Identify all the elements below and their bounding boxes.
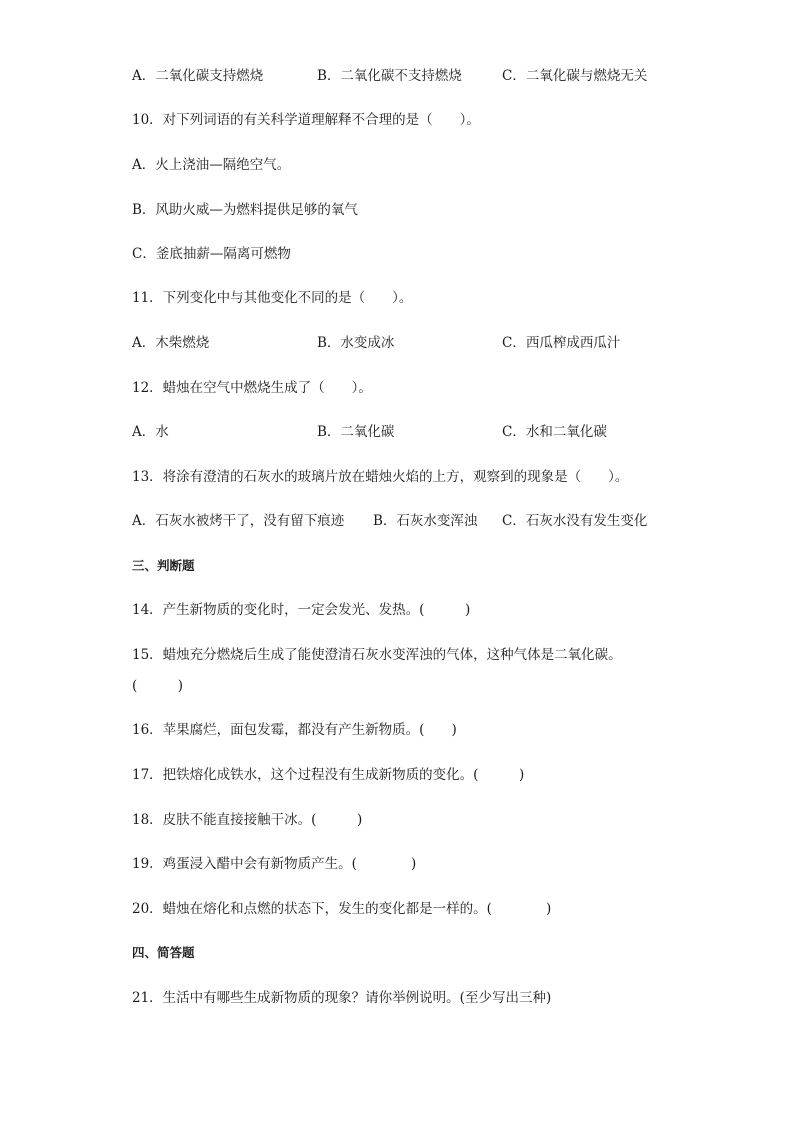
q15-line-2: ( ) xyxy=(132,678,184,694)
q12-stem: 12．蜡烛在空气中燃烧生成了（ ）。 xyxy=(132,380,372,396)
q11-option-c: C．西瓜榨成西瓜汁 xyxy=(502,335,621,351)
q21: 21．生活中有哪些生成新物质的现象？请你举例说明。(至少写出三种) xyxy=(132,990,552,1006)
q12-option-b: B．二氧化碳 xyxy=(317,424,395,440)
q10-option-b: B．风助火威—为燃料提供足够的氧气 xyxy=(132,202,358,218)
q13-stem: 13．将涂有澄清的石灰水的玻璃片放在蜡烛火焰的上方，观察到的现象是（ ）。 xyxy=(132,469,629,485)
section-heading-short-answer: 四、简答题 xyxy=(132,945,195,960)
q17: 17．把铁熔化成铁水，这个过程没有生成新物质的变化。( ) xyxy=(132,767,525,783)
q12-option-c: C．水和二氧化碳 xyxy=(502,424,607,440)
q12-option-a: A．水 xyxy=(132,424,169,440)
q11-stem: 11．下列变化中与其他变化不同的是（ ）。 xyxy=(132,290,413,306)
section-heading-judgement: 三、判断题 xyxy=(132,558,195,573)
q10-stem: 10．对下列词语的有关科学道理解释不合理的是（ ）。 xyxy=(132,112,480,128)
q20: 20．蜡烛在熔化和点燃的状态下，发生的变化都是一样的。( ) xyxy=(132,901,552,917)
q11-option-a: A．木柴燃烧 xyxy=(132,335,210,351)
q15-line-1: 15．蜡烛充分燃烧后生成了能使澄清石灰水变浑浊的气体，这种气体是二氧化碳。 xyxy=(132,647,622,663)
q18: 18．皮肤不能直接接触干冰。( ) xyxy=(132,812,363,828)
q9-option-c: C．二氧化碳与燃烧无关 xyxy=(502,68,648,84)
q13-option-c: C．石灰水没有发生变化 xyxy=(502,513,648,529)
q10-option-c: C．釜底抽薪—隔离可燃物 xyxy=(132,246,291,262)
q13-option-a: A．石灰水被烤干了，没有留下痕迹 xyxy=(132,513,345,529)
q9-option-a: A．二氧化碳支持燃烧 xyxy=(132,68,264,84)
q19: 19．鸡蛋浸入醋中会有新物质产生。( ) xyxy=(132,856,417,872)
q11-option-b: B．水变成冰 xyxy=(317,335,395,351)
q9-option-b: B．二氧化碳不支持燃烧 xyxy=(317,68,462,84)
q13-option-b: B．石灰水变浑浊 xyxy=(373,513,478,529)
q16: 16．苹果腐烂，面包发霉，都没有产生新物质。( ) xyxy=(132,722,457,738)
q10-option-a: A．火上浇油—隔绝空气。 xyxy=(132,157,291,173)
q14: 14．产生新物质的变化时，一定会发光、发热。( ) xyxy=(132,602,471,618)
